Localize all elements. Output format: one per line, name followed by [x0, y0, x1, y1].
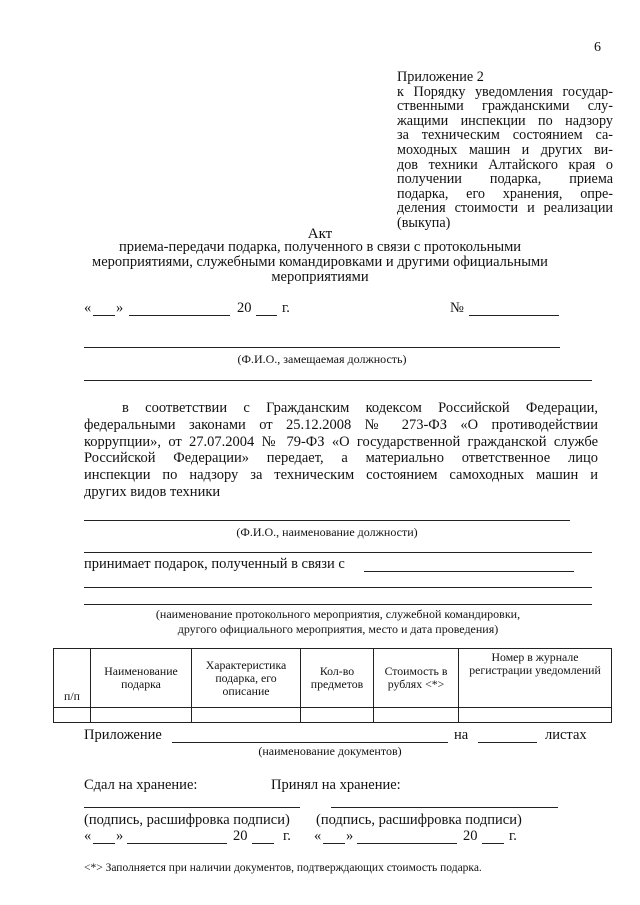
date-day-field[interactable]: [93, 315, 115, 316]
act-body-text: [84, 400, 598, 501]
accepted-date-open-quote: «: [314, 828, 322, 844]
act-title-line: мероприятиями: [271, 269, 369, 285]
annex-line: Приложение 2: [397, 69, 484, 85]
col-header-name: Наименование подарка: [91, 649, 192, 708]
body-line: в соответствии с Гражданским кодексом Российской Федерации,: [122, 400, 598, 416]
table-cell[interactable]: [54, 708, 91, 723]
handed-date-close-quote: »: [116, 828, 124, 844]
date-year-field[interactable]: [256, 315, 277, 316]
attachment-sheets-field[interactable]: [478, 742, 537, 743]
date-year-suffix: г.: [282, 300, 290, 316]
annex-line: ственными гражданскими слу-: [397, 98, 613, 115]
body-line: инспекции по надзору за техническим состоянием самоходных машин и: [84, 467, 598, 484]
footnote: <*> Заполняется при наличии документов, подтверждающих стоимость подарка.: [84, 862, 482, 874]
act-heading: Акт: [307, 226, 333, 242]
accepted-signature-field[interactable]: [331, 807, 558, 808]
table-cell[interactable]: [91, 708, 192, 723]
body-line: федеральными законами от 25.12.2008 № 273-ФЗ «О противодействии: [84, 416, 598, 433]
annex-line: моходных машин и других ви-: [397, 141, 613, 158]
giver-caption: (Ф.И.О., замещаемая должность): [237, 352, 407, 366]
date-open-quote: «: [84, 300, 92, 316]
accepted-date-day-field[interactable]: [323, 843, 345, 844]
annex-line: деления стоимости и реализации: [397, 200, 613, 217]
page-number: 6: [594, 40, 601, 55]
number-sign: №: [450, 300, 464, 316]
event-field-2[interactable]: [84, 587, 592, 588]
annex-line: к Порядку уведомления государ-: [397, 83, 613, 100]
handed-date-year-field[interactable]: [252, 843, 274, 844]
table-cell[interactable]: [301, 708, 374, 723]
act-title-line: приема-передачи подарка, полученного в связи с протокольными: [118, 239, 522, 255]
gifts-table: [53, 648, 612, 723]
act-title-line: мероприятиями, служебными командировками и другими официальными: [92, 254, 548, 270]
giver-name-field[interactable]: [84, 347, 560, 348]
handed-date-open-quote: «: [84, 828, 92, 844]
annex-line: жащими инспекции по надзору: [397, 112, 613, 129]
accepted-date-year-field[interactable]: [482, 843, 504, 844]
col-header-cost: Стоимость в рублях <*>: [374, 649, 459, 708]
accepted-date-close-quote: »: [346, 828, 354, 844]
giver-name-field-2[interactable]: [84, 380, 592, 381]
accepted-label: Принял на хранение:: [271, 777, 401, 793]
col-header-description: Характеристика подарка, его описание: [192, 649, 301, 708]
annex-block: [397, 70, 613, 231]
attachment-on: на: [454, 727, 469, 743]
event-field[interactable]: [364, 571, 574, 572]
date-close-quote: »: [116, 300, 124, 316]
handed-date-year: 20: [233, 828, 248, 844]
handed-date-day-field[interactable]: [93, 843, 115, 844]
handed-over-signature-field[interactable]: [84, 807, 300, 808]
annex-line: (выкупа): [397, 214, 451, 231]
table-header-row: [54, 649, 612, 708]
attachment-label: Приложение: [84, 727, 162, 743]
col-header-journal-number: Номер в журнале регистрации уведомлений: [459, 649, 612, 708]
event-field-3[interactable]: [84, 604, 592, 605]
handed-date-month-field[interactable]: [127, 843, 227, 844]
accepted-date-year-suffix: г.: [509, 828, 517, 844]
accepts-text: принимает подарок, полученный в связи с: [84, 556, 345, 572]
table-cell[interactable]: [192, 708, 301, 723]
table-row: [54, 708, 612, 723]
receiver-name-field[interactable]: [84, 520, 570, 521]
handed-over-label: Сдал на хранение:: [84, 777, 198, 793]
receiver-caption: (Ф.И.О., наименование должности): [236, 525, 418, 539]
handed-date-year-suffix: г.: [283, 828, 291, 844]
date-year-prefix: 20: [237, 300, 252, 316]
table-cell[interactable]: [374, 708, 459, 723]
attachment-sheets-label: листах: [545, 727, 587, 743]
handed-over-signature-caption: (подпись, расшифровка подписи): [84, 812, 290, 828]
body-line: Российской Федерации» передает, а материально ответственное лицо: [84, 450, 598, 467]
annex-line: за техническим состоянием са-: [397, 127, 613, 144]
annex-line: подарка, его хранения, опре-: [397, 185, 613, 202]
col-header-quantity: Кол-во предметов: [301, 649, 374, 708]
accepted-date-month-field[interactable]: [357, 843, 457, 844]
body-line: коррупции», от 27.07.2004 № 79-ФЗ «О государственной гражданской службе: [84, 433, 598, 450]
annex-line: дов техники Алтайского края о: [397, 156, 613, 173]
table-cell[interactable]: [459, 708, 612, 723]
annex-line: получении подарка, приема: [397, 171, 613, 188]
accepted-signature-caption: (подпись, расшифровка подписи): [316, 812, 522, 828]
col-header-number: п/п: [54, 649, 91, 708]
event-caption: другого официального мероприятия, место и дата проведения): [177, 622, 499, 636]
body-line: других видов техники: [84, 483, 221, 500]
act-number-field[interactable]: [469, 315, 559, 316]
event-caption: (наименование протокольного мероприятия, служебной командировки,: [155, 607, 521, 621]
date-month-field[interactable]: [129, 315, 230, 316]
attachment-documents-field[interactable]: [172, 742, 448, 743]
accepted-date-year: 20: [463, 828, 478, 844]
documents-caption: (наименование документов): [258, 744, 402, 758]
receiver-name-field-2[interactable]: [84, 552, 592, 553]
